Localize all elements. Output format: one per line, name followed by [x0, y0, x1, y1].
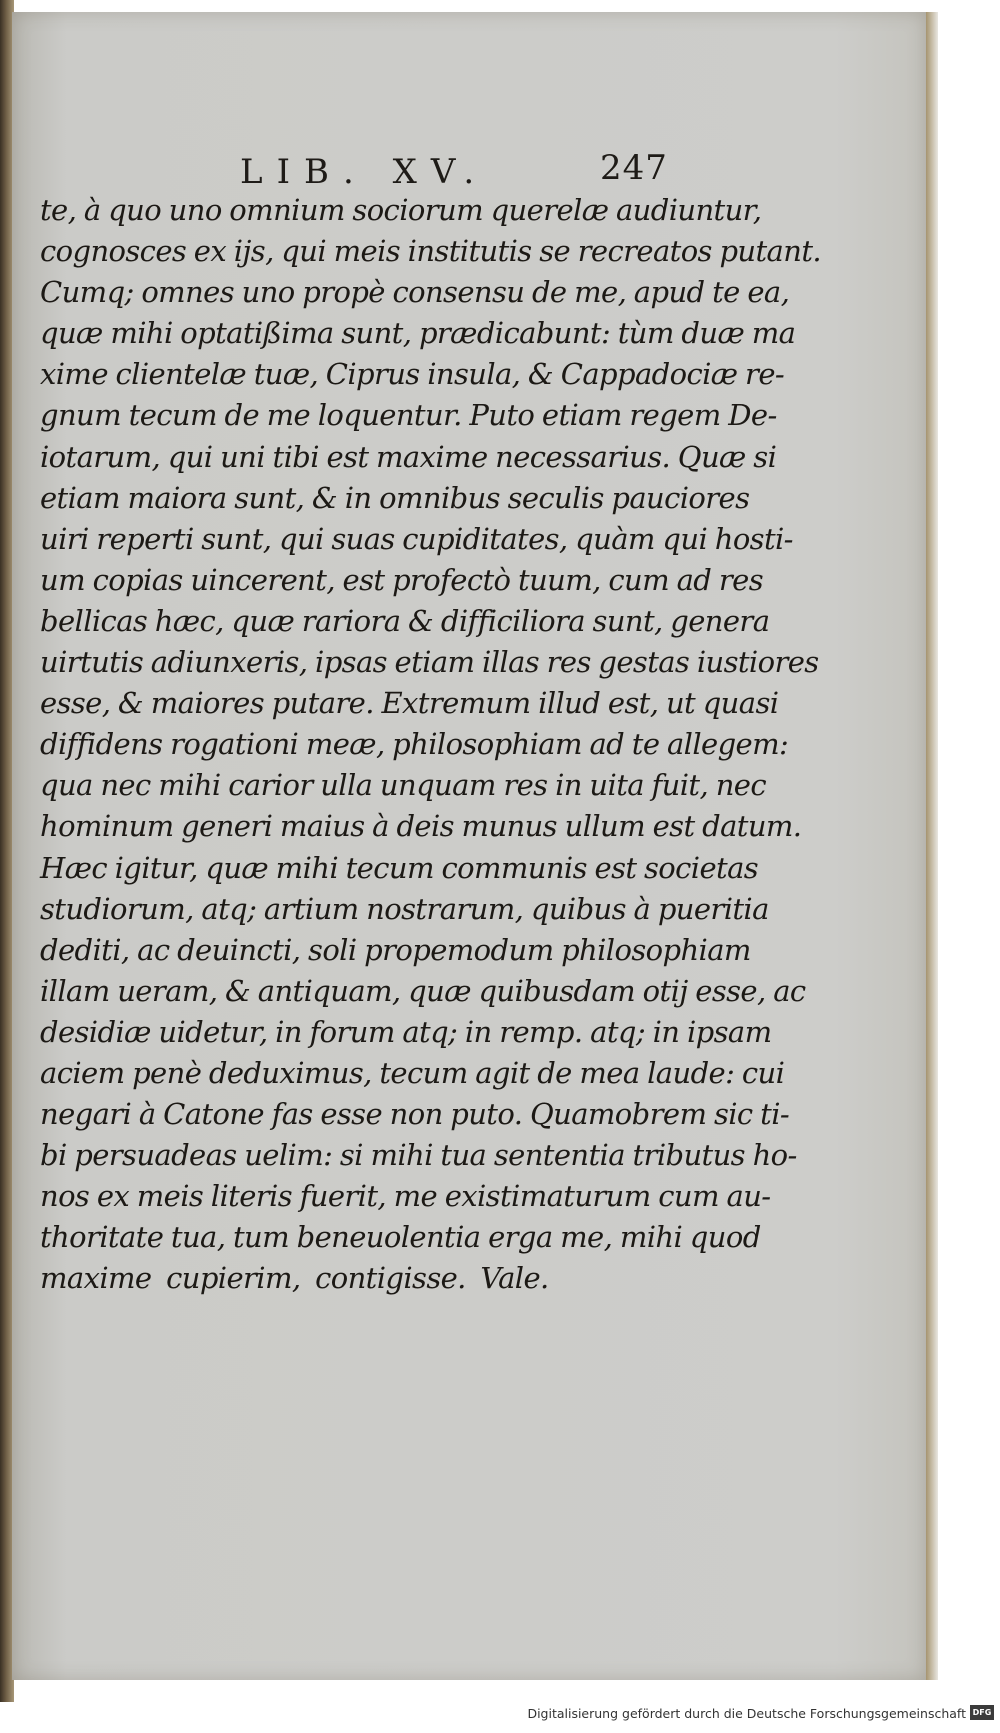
- book-page: [12, 12, 928, 1680]
- text-line: Hæc igitur, quæ mihi tecum communis est societas: [40, 850, 759, 885]
- text-line: esse, & maiores putare. Extremum illud est, ut quasi: [40, 686, 779, 721]
- text-line: gnum tecum de me loquentur. Puto etiam regem De-: [40, 398, 777, 433]
- page-fore-edge: [926, 12, 938, 1680]
- text-line: thoritate tua, tum beneuolentia erga me, mihi quod: [40, 1220, 761, 1255]
- page-number: 247: [600, 148, 668, 188]
- text-line: xime clientelæ tuæ, Ciprus insula, & Cappadociæ re-: [40, 357, 785, 392]
- text-line: uirtutis adiunxeris, ipsas etiam illas res gestas iustiores: [40, 645, 819, 680]
- text-line: um copias uincerent, est profectò tuum, cum ad res: [40, 562, 763, 597]
- text-line: maxime cupierim, contigisse. Vale.: [40, 1261, 549, 1296]
- text-line: diffidens rogationi meæ, philosophiam ad te allegem:: [40, 727, 789, 762]
- dfg-logo-icon: DFG: [970, 1705, 994, 1720]
- text-line: cognosces ex ijs, qui meis institutis se recreatos putant.: [40, 234, 821, 269]
- running-head: [12, 148, 926, 192]
- text-block: [40, 190, 821, 1300]
- text-line: iotarum, qui uni tibi est maxime necessarius. Quæ si: [40, 439, 777, 474]
- running-title: LIB. XV.: [240, 152, 489, 192]
- text-line: aciem penè deduximus, tecum agit de mea laude: cui: [40, 1055, 785, 1090]
- text-line: negari à Catone fas esse non puto. Quamobrem sic ti-: [40, 1097, 790, 1132]
- text-line: etiam maiora sunt, & in omnibus seculis pauciores: [40, 480, 750, 515]
- text-line: te, à quo uno omnium sociorum querelæ audiuntur,: [40, 193, 762, 227]
- text-line: Cumq; omnes uno propè consensu de me, apud te ea,: [40, 275, 790, 310]
- funding-credit: Digitalisierung gefördert durch die Deutsche Forschungsgemeinschaft: [527, 1706, 966, 1721]
- text-line: bi persuadeas uelim: si mihi tua sententia tributus ho-: [40, 1138, 797, 1173]
- text-line: bellicas hæc, quæ rariora & difficiliora sunt, genera: [40, 603, 770, 638]
- text-line: quæ mihi optatißima sunt, prædicabunt: tùm duæ ma: [40, 316, 796, 351]
- text-line: dediti, ac deuincti, soli propemodum philosophiam: [40, 932, 751, 967]
- text-line: qua nec mihi carior ulla unquam res in uita fuit, nec: [40, 768, 767, 803]
- text-line: hominum generi maius à deis munus ullum est datum.: [40, 809, 802, 844]
- footer: [0, 1702, 1000, 1733]
- text-line: uiri reperti sunt, qui suas cupiditates, quàm qui hosti-: [40, 521, 793, 556]
- text-line: desidiæ uidetur, in forum atq; in remp. atq; in ipsam: [40, 1014, 772, 1049]
- text-line: nos ex meis literis fuerit, me existimaturum cum au-: [40, 1179, 771, 1214]
- text-line: studiorum, atq; artium nostrarum, quibus à pueritia: [40, 891, 769, 926]
- text-line: illam ueram, & antiquam, quæ quibusdam otij esse, ac: [40, 973, 806, 1008]
